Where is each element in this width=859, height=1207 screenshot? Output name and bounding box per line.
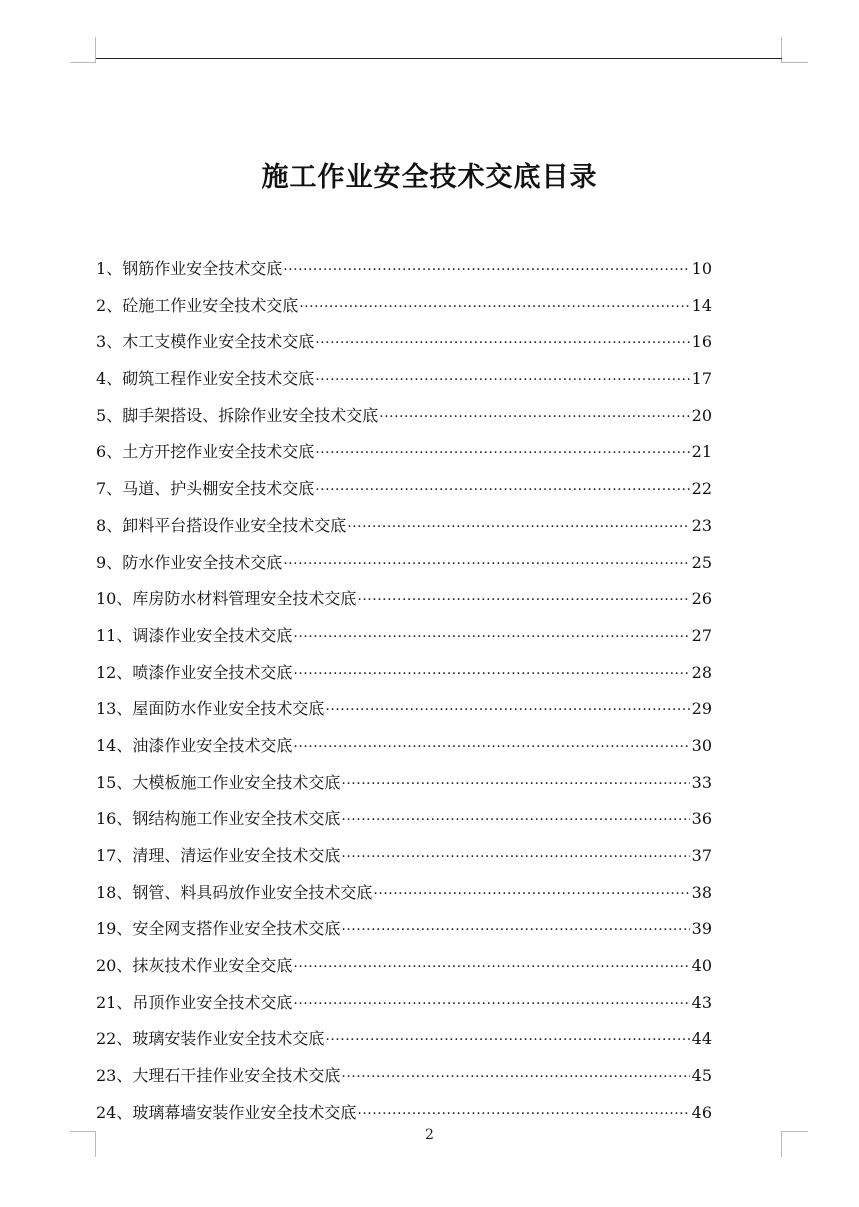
toc-dot-leader xyxy=(341,1061,689,1093)
toc-entry-separator: 、 xyxy=(116,1029,133,1049)
toc-entry-label: 卸料平台搭设作业安全技术交底 xyxy=(122,515,347,535)
toc-entry-page-number: 21 xyxy=(691,442,712,462)
toc-entry[interactable] xyxy=(96,950,712,987)
toc-entry-page-number: 30 xyxy=(691,735,712,755)
toc-entry[interactable] xyxy=(96,363,712,400)
toc-entry-number: 9 xyxy=(96,552,107,572)
toc-entry-number: 2 xyxy=(96,295,107,315)
toc-entry[interactable] xyxy=(96,730,712,767)
toc-entry-label: 安全网支搭作业安全技术交底 xyxy=(132,919,341,939)
toc-entry-separator: 、 xyxy=(116,919,133,939)
toc-entry-number: 1 xyxy=(96,259,107,278)
toc-entry-page-number: 33 xyxy=(691,772,712,792)
toc-entry-page-number: 23 xyxy=(691,515,712,535)
toc-entry-label: 喷漆作业安全技术交底 xyxy=(132,662,293,682)
toc-entry-page-number: 25 xyxy=(691,552,712,572)
toc-entry[interactable] xyxy=(96,657,712,694)
toc-dot-leader xyxy=(315,437,689,469)
toc-entry[interactable] xyxy=(96,400,712,437)
toc-entry-separator: 、 xyxy=(116,625,133,645)
toc-entry[interactable] xyxy=(96,1023,712,1060)
toc-entry[interactable] xyxy=(96,840,712,877)
toc-entry-label: 砼施工作业安全技术交底 xyxy=(122,295,299,315)
toc-entry-page-number: 45 xyxy=(691,1066,712,1086)
toc-entry-separator: 、 xyxy=(116,1066,133,1086)
toc-entry-label: 木工支模作业安全技术交底 xyxy=(122,332,315,352)
toc-entry-separator: 、 xyxy=(116,772,133,792)
toc-entry-page-number: 22 xyxy=(691,479,712,499)
toc-dot-leader xyxy=(341,804,689,836)
toc-entry[interactable] xyxy=(96,510,712,547)
table-of-contents xyxy=(96,253,712,1134)
toc-entry-label: 油漆作业安全技术交底 xyxy=(132,735,293,755)
toc-entry-number: 21 xyxy=(96,992,117,1012)
toc-entry-page-number: 29 xyxy=(691,699,712,719)
toc-entry-page-number: 43 xyxy=(691,992,712,1012)
toc-entry-page-number: 16 xyxy=(691,332,712,352)
toc-dot-leader xyxy=(299,291,689,323)
toc-entry-separator: 、 xyxy=(116,809,133,829)
toc-entry-label: 清理、清运作业安全技术交底 xyxy=(132,846,341,865)
toc-dot-leader xyxy=(357,1098,689,1130)
toc-entry-number: 16 xyxy=(96,809,117,829)
toc-entry-label: 玻璃幕墙安装作业安全技术交底 xyxy=(132,1102,357,1122)
toc-entry[interactable] xyxy=(96,1060,712,1097)
toc-entry-separator: 、 xyxy=(116,846,133,865)
toc-entry-number: 20 xyxy=(96,956,117,976)
toc-entry-separator: 、 xyxy=(106,479,123,499)
toc-entry-page-number: 44 xyxy=(691,1029,712,1049)
toc-entry-label: 防水作业安全技术交底 xyxy=(122,552,283,572)
toc-entry-page-number: 14 xyxy=(691,295,712,315)
toc-dot-leader xyxy=(293,951,689,983)
toc-dot-leader xyxy=(283,254,689,286)
toc-dot-leader xyxy=(341,914,689,946)
crop-mark-top-right-vertical xyxy=(781,37,782,63)
toc-entry[interactable] xyxy=(96,803,712,840)
page-number: 2 xyxy=(425,1127,434,1143)
toc-entry-separator: 、 xyxy=(116,589,133,609)
toc-entry[interactable] xyxy=(96,253,712,290)
toc-entry-number: 14 xyxy=(96,735,117,755)
toc-entry-separator: 、 xyxy=(116,735,133,755)
toc-entry-number: 3 xyxy=(96,332,107,352)
toc-entry-label: 钢结构施工作业安全技术交底 xyxy=(132,809,341,829)
toc-entry[interactable] xyxy=(96,913,712,950)
toc-entry-page-number: 10 xyxy=(691,259,712,278)
toc-entry-separator: 、 xyxy=(116,699,133,719)
toc-entry-label: 大理石干挂作业安全技术交底 xyxy=(132,1066,341,1086)
toc-entry-page-number: 46 xyxy=(691,1102,712,1122)
toc-entry-separator: 、 xyxy=(106,515,123,535)
toc-entry-page-number: 17 xyxy=(691,369,712,389)
header-rule xyxy=(96,58,782,59)
toc-entry[interactable] xyxy=(96,987,712,1024)
toc-dot-leader xyxy=(379,401,689,433)
toc-entry-label: 砌筑工程作业安全技术交底 xyxy=(122,369,315,389)
toc-entry-page-number: 26 xyxy=(691,589,712,609)
toc-entry-page-number: 37 xyxy=(691,846,712,865)
toc-dot-leader xyxy=(293,621,689,653)
toc-entry-page-number: 28 xyxy=(691,662,712,682)
toc-entry[interactable] xyxy=(96,473,712,510)
toc-dot-leader xyxy=(357,584,689,616)
toc-entry-label: 钢筋作业安全技术交底 xyxy=(122,259,283,278)
toc-entry-number: 15 xyxy=(96,772,117,792)
toc-entry-separator: 、 xyxy=(106,442,123,462)
toc-entry-number: 22 xyxy=(96,1029,117,1049)
toc-dot-leader xyxy=(293,988,689,1020)
crop-mark-top-left-vertical xyxy=(95,37,96,63)
toc-entry-label: 玻璃安装作业安全技术交底 xyxy=(132,1029,325,1049)
toc-entry-label: 库房防水材料管理安全技术交底 xyxy=(132,589,357,609)
crop-mark-top-right-horizontal xyxy=(782,62,808,63)
toc-entry-page-number: 40 xyxy=(691,956,712,976)
toc-entry-separator: 、 xyxy=(116,992,133,1012)
toc-entry[interactable] xyxy=(96,693,712,730)
toc-entry-page-number: 36 xyxy=(691,809,712,829)
toc-entry-label: 钢管、料具码放作业安全技术交底 xyxy=(132,882,373,902)
toc-entry-label: 大模板施工作业安全技术交底 xyxy=(132,772,341,792)
toc-dot-leader xyxy=(315,474,689,506)
toc-entry-label: 屋面防水作业安全技术交底 xyxy=(132,699,325,719)
toc-dot-leader xyxy=(315,364,689,396)
toc-entry-number: 7 xyxy=(96,479,107,499)
toc-entry-separator: 、 xyxy=(116,1102,133,1122)
toc-entry-label: 马道、护头棚安全技术交底 xyxy=(122,479,315,499)
toc-dot-leader xyxy=(325,694,689,726)
toc-entry-number: 5 xyxy=(96,405,107,425)
toc-entry-separator: 、 xyxy=(116,662,133,682)
toc-entry-number: 19 xyxy=(96,919,117,939)
toc-entry-number: 23 xyxy=(96,1066,117,1086)
toc-entry-separator: 、 xyxy=(116,956,133,976)
toc-entry[interactable] xyxy=(96,290,712,327)
document-title: 施工作业安全技术交底目录 xyxy=(261,162,598,193)
toc-entry[interactable] xyxy=(96,326,712,363)
toc-entry-number: 18 xyxy=(96,882,117,902)
toc-entry-separator: 、 xyxy=(106,369,123,389)
toc-entry-page-number: 27 xyxy=(691,625,712,645)
toc-dot-leader xyxy=(315,327,689,359)
toc-entry-page-number: 38 xyxy=(691,882,712,902)
toc-dot-leader xyxy=(373,878,689,910)
toc-dot-leader xyxy=(325,1024,689,1056)
toc-entry[interactable] xyxy=(96,583,712,620)
toc-entry-number: 13 xyxy=(96,699,117,719)
toc-entry-number: 17 xyxy=(96,846,117,865)
toc-entry-separator: 、 xyxy=(106,405,123,425)
toc-entry[interactable] xyxy=(96,877,712,914)
toc-entry[interactable] xyxy=(96,767,712,804)
toc-entry-label: 脚手架搭设、拆除作业安全技术交底 xyxy=(122,405,379,425)
toc-entry-number: 12 xyxy=(96,662,117,682)
toc-entry-number: 6 xyxy=(96,442,107,462)
toc-entry-number: 11 xyxy=(96,625,117,645)
toc-entry-label: 调漆作业安全技术交底 xyxy=(132,625,293,645)
toc-entry-label: 土方开挖作业安全技术交底 xyxy=(122,442,315,462)
toc-entry-label: 吊顶作业安全技术交底 xyxy=(132,992,293,1012)
toc-entry[interactable] xyxy=(96,547,712,584)
toc-dot-leader xyxy=(341,841,689,873)
toc-entry-label: 抹灰技术作业安全交底 xyxy=(132,956,293,976)
toc-entry[interactable] xyxy=(96,436,712,473)
toc-entry-page-number: 39 xyxy=(691,919,712,939)
toc-dot-leader xyxy=(341,768,689,800)
toc-dot-leader xyxy=(293,731,689,763)
toc-entry-separator: 、 xyxy=(106,552,123,572)
toc-entry-number: 24 xyxy=(96,1102,117,1122)
toc-entry-number: 4 xyxy=(96,369,107,389)
toc-entry[interactable] xyxy=(96,620,712,657)
toc-entry-number: 8 xyxy=(96,515,107,535)
toc-entry-separator: 、 xyxy=(106,332,123,352)
toc-dot-leader xyxy=(347,511,689,543)
toc-entry-separator: 、 xyxy=(116,882,133,902)
toc-dot-leader xyxy=(293,658,689,690)
toc-entry-separator: 、 xyxy=(106,259,123,278)
toc-entry-page-number: 20 xyxy=(691,405,712,425)
toc-entry-number: 10 xyxy=(96,589,117,609)
toc-entry-separator: 、 xyxy=(106,295,123,315)
toc-dot-leader xyxy=(283,548,689,580)
crop-mark-top-left-horizontal xyxy=(70,62,96,63)
